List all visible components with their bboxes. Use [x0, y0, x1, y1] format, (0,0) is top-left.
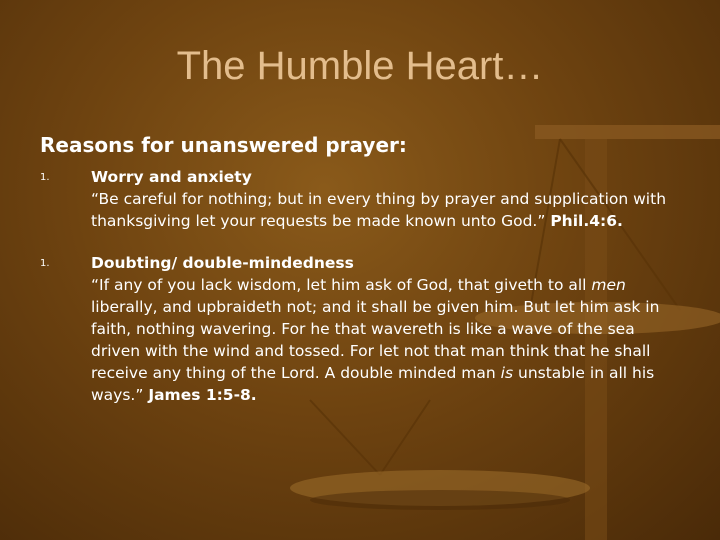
list-item-number: 1.	[40, 172, 50, 183]
list-item-heading: Worry and anxiety	[91, 168, 252, 186]
list-item	[40, 166, 685, 232]
list-item	[40, 252, 685, 406]
quote-text: “If any of you lack wisdom, let him ask of God, that giveth to all	[91, 276, 592, 294]
scripture-reference: Phil.4:6.	[550, 212, 623, 230]
scale-chain-lower-left	[310, 400, 380, 475]
reasons-list	[40, 166, 685, 406]
list-item-heading: Doubting/ double-mindedness	[91, 254, 354, 272]
slide-title: The Humble Heart…	[176, 44, 544, 88]
scripture-quote	[91, 274, 685, 406]
quote-text-italic: is	[500, 364, 514, 382]
list-item-number: 1.	[40, 258, 50, 269]
quote-text: liberally, and upbraideth not; and it shall be given him. But let him ask in faith, nothing wavering. For he that wavereth is like a wave of the sea driven with the wind and tossed. For let not that man think that he shall receive any thing of the Lord. A double minded man	[91, 298, 660, 382]
quote-text-italic: men	[591, 276, 626, 294]
quote-text: unstable in all his ways.”	[91, 364, 655, 404]
scale-pan-lower-shadow	[310, 490, 570, 510]
scale-chain-lower-right	[380, 400, 430, 475]
scripture-reference: James 1:5-8.	[148, 386, 257, 404]
quote-text: “Be careful for nothing; but in every thing by prayer and supplication with thanksgiving let your requests be made known unto God.”	[91, 190, 667, 230]
slide-subtitle: Reasons for unanswered prayer:	[40, 133, 407, 157]
scale-beam	[535, 125, 720, 139]
scripture-quote	[91, 188, 685, 232]
